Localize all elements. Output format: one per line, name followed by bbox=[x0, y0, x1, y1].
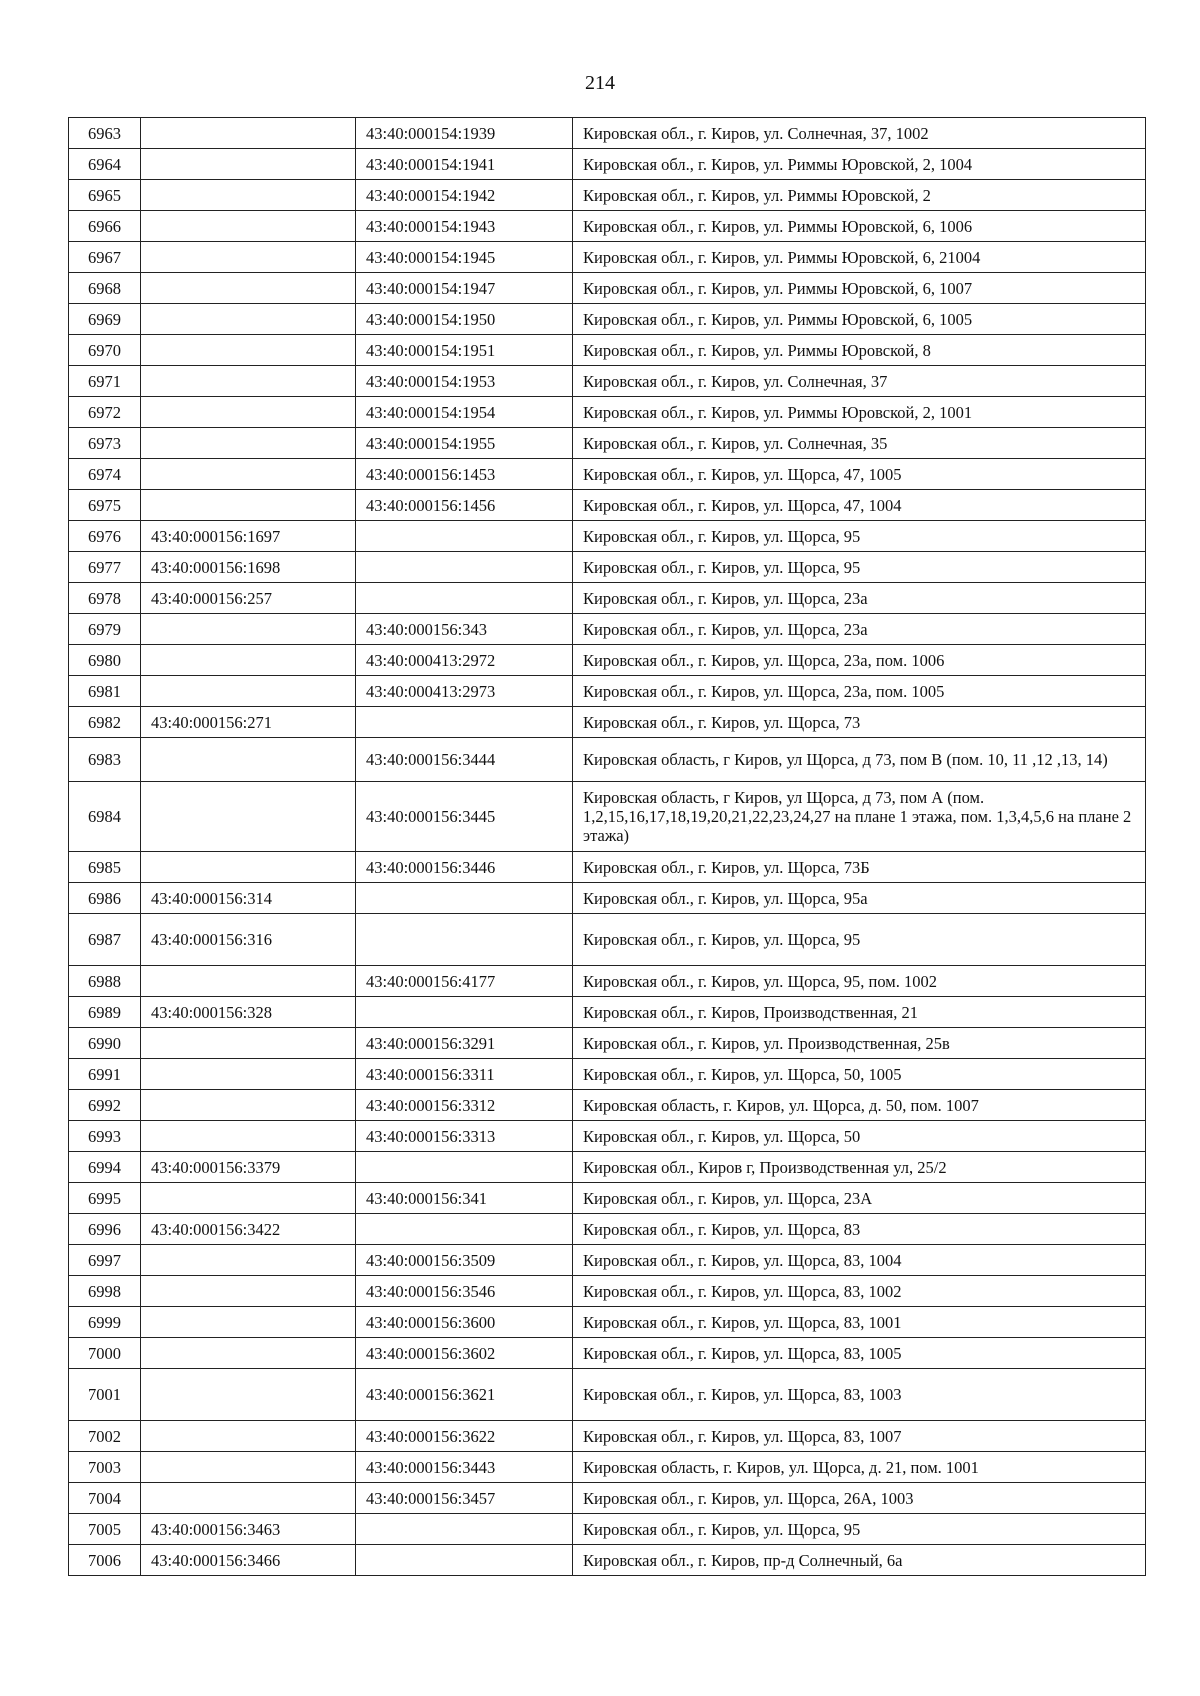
building-cadastral-cell bbox=[356, 521, 573, 552]
building-cadastral-cell: 43:40:000156:3509 bbox=[356, 1245, 573, 1276]
row-number-cell: 6988 bbox=[69, 966, 141, 997]
parcel-cadastral-cell: 43:40:000156:271 bbox=[141, 707, 356, 738]
address-cell: Кировская обл., г. Киров, ул. Щорса, 95 bbox=[573, 1514, 1146, 1545]
parcel-cadastral-cell bbox=[141, 614, 356, 645]
table-row bbox=[69, 211, 1146, 242]
address-cell: Кировская обл., Киров г, Производственная ул, 25/2 bbox=[573, 1152, 1146, 1183]
table-row bbox=[69, 459, 1146, 490]
building-cadastral-cell: 43:40:000156:3311 bbox=[356, 1059, 573, 1090]
row-number-cell: 6990 bbox=[69, 1028, 141, 1059]
row-number-cell: 6971 bbox=[69, 366, 141, 397]
parcel-cadastral-cell bbox=[141, 1183, 356, 1214]
address-cell: Кировская обл., г. Киров, Производственная, 21 bbox=[573, 997, 1146, 1028]
building-cadastral-cell: 43:40:000413:2972 bbox=[356, 645, 573, 676]
building-cadastral-cell: 43:40:000156:3445 bbox=[356, 782, 573, 852]
registry-table bbox=[68, 117, 1146, 1576]
parcel-cadastral-cell bbox=[141, 1028, 356, 1059]
parcel-cadastral-cell bbox=[141, 273, 356, 304]
parcel-cadastral-cell bbox=[141, 1059, 356, 1090]
table-row bbox=[69, 1514, 1146, 1545]
table-row bbox=[69, 521, 1146, 552]
table-row bbox=[69, 1483, 1146, 1514]
table-row bbox=[69, 852, 1146, 883]
building-cadastral-cell bbox=[356, 707, 573, 738]
building-cadastral-cell: 43:40:000154:1954 bbox=[356, 397, 573, 428]
address-cell: Кировская обл., г. Киров, ул. Риммы Юровской, 2, 1004 bbox=[573, 149, 1146, 180]
parcel-cadastral-cell bbox=[141, 1338, 356, 1369]
row-number-cell: 6995 bbox=[69, 1183, 141, 1214]
parcel-cadastral-cell: 43:40:000156:3379 bbox=[141, 1152, 356, 1183]
address-cell: Кировская обл., г. Киров, ул. Щорса, 26А, 1003 bbox=[573, 1483, 1146, 1514]
table-row bbox=[69, 914, 1146, 966]
row-number-cell: 7006 bbox=[69, 1545, 141, 1576]
parcel-cadastral-cell bbox=[141, 428, 356, 459]
table-row bbox=[69, 1183, 1146, 1214]
building-cadastral-cell bbox=[356, 1152, 573, 1183]
row-number-cell: 7000 bbox=[69, 1338, 141, 1369]
address-cell: Кировская обл., г. Киров, ул. Риммы Юровской, 8 bbox=[573, 335, 1146, 366]
table-row bbox=[69, 1214, 1146, 1245]
table-row bbox=[69, 583, 1146, 614]
table-row bbox=[69, 676, 1146, 707]
row-number-cell: 6965 bbox=[69, 180, 141, 211]
table-row bbox=[69, 883, 1146, 914]
building-cadastral-cell: 43:40:000154:1951 bbox=[356, 335, 573, 366]
address-cell: Кировская область, г Киров, ул Щорса, д 73, пом А (пом. 1,2,15,16,17,18,19,20,21,22,23,24,27 на плане 1 этажа, пом. 1,3,4,5,6 на плане 2 этажа) bbox=[573, 782, 1146, 852]
parcel-cadastral-cell: 43:40:000156:3463 bbox=[141, 1514, 356, 1545]
building-cadastral-cell: 43:40:000156:3600 bbox=[356, 1307, 573, 1338]
parcel-cadastral-cell: 43:40:000156:3422 bbox=[141, 1214, 356, 1245]
row-number-cell: 6989 bbox=[69, 997, 141, 1028]
row-number-cell: 6983 bbox=[69, 738, 141, 782]
address-cell: Кировская обл., г. Киров, ул. Щорса, 83, 1005 bbox=[573, 1338, 1146, 1369]
address-cell: Кировская обл., г. Киров, ул. Щорса, 83, 1001 bbox=[573, 1307, 1146, 1338]
row-number-cell: 6964 bbox=[69, 149, 141, 180]
table-row bbox=[69, 397, 1146, 428]
building-cadastral-cell: 43:40:000156:3443 bbox=[356, 1452, 573, 1483]
address-cell: Кировская обл., г. Киров, ул. Щорса, 83, 1004 bbox=[573, 1245, 1146, 1276]
table-row bbox=[69, 1028, 1146, 1059]
address-cell: Кировская обл., г. Киров, ул. Риммы Юровской, 6, 1007 bbox=[573, 273, 1146, 304]
parcel-cadastral-cell bbox=[141, 1483, 356, 1514]
row-number-cell: 6985 bbox=[69, 852, 141, 883]
parcel-cadastral-cell: 43:40:000156:328 bbox=[141, 997, 356, 1028]
building-cadastral-cell bbox=[356, 914, 573, 966]
parcel-cadastral-cell bbox=[141, 676, 356, 707]
parcel-cadastral-cell bbox=[141, 1121, 356, 1152]
building-cadastral-cell: 43:40:000156:3602 bbox=[356, 1338, 573, 1369]
row-number-cell: 6993 bbox=[69, 1121, 141, 1152]
parcel-cadastral-cell bbox=[141, 118, 356, 149]
row-number-cell: 6992 bbox=[69, 1090, 141, 1121]
building-cadastral-cell: 43:40:000154:1942 bbox=[356, 180, 573, 211]
parcel-cadastral-cell bbox=[141, 149, 356, 180]
table-row bbox=[69, 552, 1146, 583]
table-row bbox=[69, 1421, 1146, 1452]
address-cell: Кировская обл., г. Киров, ул. Щорса, 23а bbox=[573, 614, 1146, 645]
building-cadastral-cell: 43:40:000156:3622 bbox=[356, 1421, 573, 1452]
table-row bbox=[69, 1059, 1146, 1090]
parcel-cadastral-cell bbox=[141, 211, 356, 242]
building-cadastral-cell bbox=[356, 583, 573, 614]
parcel-cadastral-cell bbox=[141, 645, 356, 676]
row-number-cell: 6969 bbox=[69, 304, 141, 335]
address-cell: Кировская обл., г. Киров, ул. Солнечная, 35 bbox=[573, 428, 1146, 459]
address-cell: Кировская обл., г. Киров, ул. Риммы Юровской, 6, 1005 bbox=[573, 304, 1146, 335]
parcel-cadastral-cell bbox=[141, 852, 356, 883]
table-row bbox=[69, 1545, 1146, 1576]
building-cadastral-cell: 43:40:000154:1945 bbox=[356, 242, 573, 273]
address-cell: Кировская область, г. Киров, ул. Щорса, д. 50, пом. 1007 bbox=[573, 1090, 1146, 1121]
table-row bbox=[69, 1276, 1146, 1307]
table-row bbox=[69, 242, 1146, 273]
address-cell: Кировская обл., г. Киров, ул. Щорса, 95 bbox=[573, 521, 1146, 552]
table-row bbox=[69, 645, 1146, 676]
building-cadastral-cell: 43:40:000156:1453 bbox=[356, 459, 573, 490]
building-cadastral-cell bbox=[356, 552, 573, 583]
row-number-cell: 6974 bbox=[69, 459, 141, 490]
table-row bbox=[69, 1152, 1146, 1183]
address-cell: Кировская обл., г. Киров, ул. Щорса, 50 bbox=[573, 1121, 1146, 1152]
building-cadastral-cell bbox=[356, 997, 573, 1028]
parcel-cadastral-cell bbox=[141, 335, 356, 366]
parcel-cadastral-cell bbox=[141, 966, 356, 997]
row-number-cell: 6977 bbox=[69, 552, 141, 583]
row-number-cell: 6967 bbox=[69, 242, 141, 273]
row-number-cell: 6981 bbox=[69, 676, 141, 707]
address-cell: Кировская обл., г. Киров, ул. Щорса, 95, пом. 1002 bbox=[573, 966, 1146, 997]
building-cadastral-cell: 43:40:000156:4177 bbox=[356, 966, 573, 997]
building-cadastral-cell: 43:40:000156:3291 bbox=[356, 1028, 573, 1059]
parcel-cadastral-cell bbox=[141, 1369, 356, 1421]
building-cadastral-cell bbox=[356, 1514, 573, 1545]
parcel-cadastral-cell bbox=[141, 1245, 356, 1276]
table-row bbox=[69, 366, 1146, 397]
address-cell: Кировская обл., г. Киров, ул. Риммы Юровской, 2 bbox=[573, 180, 1146, 211]
table-row bbox=[69, 428, 1146, 459]
row-number-cell: 6982 bbox=[69, 707, 141, 738]
parcel-cadastral-cell: 43:40:000156:257 bbox=[141, 583, 356, 614]
building-cadastral-cell: 43:40:000154:1947 bbox=[356, 273, 573, 304]
address-cell: Кировская обл., г. Киров, ул. Щорса, 83, 1003 bbox=[573, 1369, 1146, 1421]
building-cadastral-cell: 43:40:000156:343 bbox=[356, 614, 573, 645]
parcel-cadastral-cell bbox=[141, 1090, 356, 1121]
parcel-cadastral-cell: 43:40:000156:1698 bbox=[141, 552, 356, 583]
address-cell: Кировская обл., г. Киров, пр-д Солнечный, 6а bbox=[573, 1545, 1146, 1576]
address-cell: Кировская обл., г. Киров, ул. Производственная, 25в bbox=[573, 1028, 1146, 1059]
table-row bbox=[69, 304, 1146, 335]
table-row bbox=[69, 1307, 1146, 1338]
parcel-cadastral-cell: 43:40:000156:1697 bbox=[141, 521, 356, 552]
address-cell: Кировская обл., г. Киров, ул. Щорса, 23а bbox=[573, 583, 1146, 614]
address-cell: Кировская обл., г. Киров, ул. Риммы Юровской, 2, 1001 bbox=[573, 397, 1146, 428]
parcel-cadastral-cell bbox=[141, 366, 356, 397]
building-cadastral-cell: 43:40:000156:3446 bbox=[356, 852, 573, 883]
row-number-cell: 7003 bbox=[69, 1452, 141, 1483]
row-number-cell: 6963 bbox=[69, 118, 141, 149]
row-number-cell: 6966 bbox=[69, 211, 141, 242]
address-cell: Кировская обл., г. Киров, ул. Щорса, 73 bbox=[573, 707, 1146, 738]
table-row bbox=[69, 1090, 1146, 1121]
address-cell: Кировская обл., г. Киров, ул. Щорса, 23а, пом. 1005 bbox=[573, 676, 1146, 707]
building-cadastral-cell: 43:40:000156:3313 bbox=[356, 1121, 573, 1152]
parcel-cadastral-cell bbox=[141, 490, 356, 521]
row-number-cell: 6968 bbox=[69, 273, 141, 304]
parcel-cadastral-cell bbox=[141, 397, 356, 428]
table-row bbox=[69, 149, 1146, 180]
building-cadastral-cell: 43:40:000156:3546 bbox=[356, 1276, 573, 1307]
building-cadastral-cell: 43:40:000154:1943 bbox=[356, 211, 573, 242]
parcel-cadastral-cell bbox=[141, 180, 356, 211]
address-cell: Кировская обл., г. Киров, ул. Щорса, 83, 1002 bbox=[573, 1276, 1146, 1307]
table-row bbox=[69, 273, 1146, 304]
row-number-cell: 6979 bbox=[69, 614, 141, 645]
row-number-cell: 6976 bbox=[69, 521, 141, 552]
row-number-cell: 7001 bbox=[69, 1369, 141, 1421]
building-cadastral-cell bbox=[356, 1545, 573, 1576]
row-number-cell: 6986 bbox=[69, 883, 141, 914]
table-row bbox=[69, 335, 1146, 366]
table-row bbox=[69, 614, 1146, 645]
row-number-cell: 6987 bbox=[69, 914, 141, 966]
row-number-cell: 7002 bbox=[69, 1421, 141, 1452]
building-cadastral-cell: 43:40:000154:1950 bbox=[356, 304, 573, 335]
row-number-cell: 6997 bbox=[69, 1245, 141, 1276]
address-cell: Кировская обл., г. Киров, ул. Риммы Юровской, 6, 21004 bbox=[573, 242, 1146, 273]
address-cell: Кировская обл., г. Киров, ул. Щорса, 83 bbox=[573, 1214, 1146, 1245]
address-cell: Кировская область, г. Киров, ул. Щорса, д. 21, пом. 1001 bbox=[573, 1452, 1146, 1483]
address-cell: Кировская обл., г. Киров, ул. Риммы Юровской, 6, 1006 bbox=[573, 211, 1146, 242]
row-number-cell: 7005 bbox=[69, 1514, 141, 1545]
table-row bbox=[69, 782, 1146, 852]
address-cell: Кировская обл., г. Киров, ул. Щорса, 73Б bbox=[573, 852, 1146, 883]
parcel-cadastral-cell bbox=[141, 242, 356, 273]
parcel-cadastral-cell bbox=[141, 1452, 356, 1483]
address-cell: Кировская обл., г. Киров, ул. Солнечная, 37, 1002 bbox=[573, 118, 1146, 149]
address-cell: Кировская обл., г. Киров, ул. Щорса, 23А bbox=[573, 1183, 1146, 1214]
table-row bbox=[69, 1452, 1146, 1483]
table-row bbox=[69, 966, 1146, 997]
page-number: 214 bbox=[585, 72, 615, 94]
table-row bbox=[69, 738, 1146, 782]
row-number-cell: 6984 bbox=[69, 782, 141, 852]
building-cadastral-cell: 43:40:000413:2973 bbox=[356, 676, 573, 707]
building-cadastral-cell: 43:40:000154:1939 bbox=[356, 118, 573, 149]
table-row bbox=[69, 118, 1146, 149]
parcel-cadastral-cell bbox=[141, 304, 356, 335]
table-row bbox=[69, 707, 1146, 738]
address-cell: Кировская обл., г. Киров, ул. Щорса, 95 bbox=[573, 552, 1146, 583]
row-number-cell: 6973 bbox=[69, 428, 141, 459]
building-cadastral-cell: 43:40:000156:3621 bbox=[356, 1369, 573, 1421]
parcel-cadastral-cell bbox=[141, 1307, 356, 1338]
row-number-cell: 6994 bbox=[69, 1152, 141, 1183]
parcel-cadastral-cell bbox=[141, 1421, 356, 1452]
address-cell: Кировская обл., г. Киров, ул. Щорса, 95а bbox=[573, 883, 1146, 914]
parcel-cadastral-cell bbox=[141, 1276, 356, 1307]
row-number-cell: 6991 bbox=[69, 1059, 141, 1090]
registry-table-body bbox=[69, 118, 1146, 1576]
address-cell: Кировская обл., г. Киров, ул. Щорса, 47, 1004 bbox=[573, 490, 1146, 521]
building-cadastral-cell: 43:40:000156:3444 bbox=[356, 738, 573, 782]
building-cadastral-cell: 43:40:000154:1953 bbox=[356, 366, 573, 397]
row-number-cell: 6980 bbox=[69, 645, 141, 676]
row-number-cell: 6970 bbox=[69, 335, 141, 366]
building-cadastral-cell bbox=[356, 883, 573, 914]
parcel-cadastral-cell bbox=[141, 738, 356, 782]
address-cell: Кировская обл., г. Киров, ул. Солнечная, 37 bbox=[573, 366, 1146, 397]
building-cadastral-cell: 43:40:000156:3457 bbox=[356, 1483, 573, 1514]
row-number-cell: 6972 bbox=[69, 397, 141, 428]
address-cell: Кировская область, г Киров, ул Щорса, д 73, пом В (пом. 10, 11 ,12 ,13, 14) bbox=[573, 738, 1146, 782]
row-number-cell: 6978 bbox=[69, 583, 141, 614]
table-row bbox=[69, 180, 1146, 211]
parcel-cadastral-cell bbox=[141, 459, 356, 490]
building-cadastral-cell: 43:40:000156:341 bbox=[356, 1183, 573, 1214]
address-cell: Кировская обл., г. Киров, ул. Щорса, 23а, пом. 1006 bbox=[573, 645, 1146, 676]
parcel-cadastral-cell: 43:40:000156:3466 bbox=[141, 1545, 356, 1576]
table-row bbox=[69, 1338, 1146, 1369]
parcel-cadastral-cell: 43:40:000156:316 bbox=[141, 914, 356, 966]
table-row bbox=[69, 1245, 1146, 1276]
parcel-cadastral-cell: 43:40:000156:314 bbox=[141, 883, 356, 914]
address-cell: Кировская обл., г. Киров, ул. Щорса, 50, 1005 bbox=[573, 1059, 1146, 1090]
building-cadastral-cell: 43:40:000154:1941 bbox=[356, 149, 573, 180]
table-row bbox=[69, 997, 1146, 1028]
row-number-cell: 6975 bbox=[69, 490, 141, 521]
address-cell: Кировская обл., г. Киров, ул. Щорса, 83, 1007 bbox=[573, 1421, 1146, 1452]
parcel-cadastral-cell bbox=[141, 782, 356, 852]
address-cell: Кировская обл., г. Киров, ул. Щорса, 95 bbox=[573, 914, 1146, 966]
building-cadastral-cell: 43:40:000154:1955 bbox=[356, 428, 573, 459]
building-cadastral-cell: 43:40:000156:1456 bbox=[356, 490, 573, 521]
row-number-cell: 7004 bbox=[69, 1483, 141, 1514]
table-row bbox=[69, 490, 1146, 521]
building-cadastral-cell: 43:40:000156:3312 bbox=[356, 1090, 573, 1121]
table-row bbox=[69, 1121, 1146, 1152]
row-number-cell: 6999 bbox=[69, 1307, 141, 1338]
building-cadastral-cell bbox=[356, 1214, 573, 1245]
row-number-cell: 6998 bbox=[69, 1276, 141, 1307]
address-cell: Кировская обл., г. Киров, ул. Щорса, 47, 1005 bbox=[573, 459, 1146, 490]
row-number-cell: 6996 bbox=[69, 1214, 141, 1245]
table-row bbox=[69, 1369, 1146, 1421]
